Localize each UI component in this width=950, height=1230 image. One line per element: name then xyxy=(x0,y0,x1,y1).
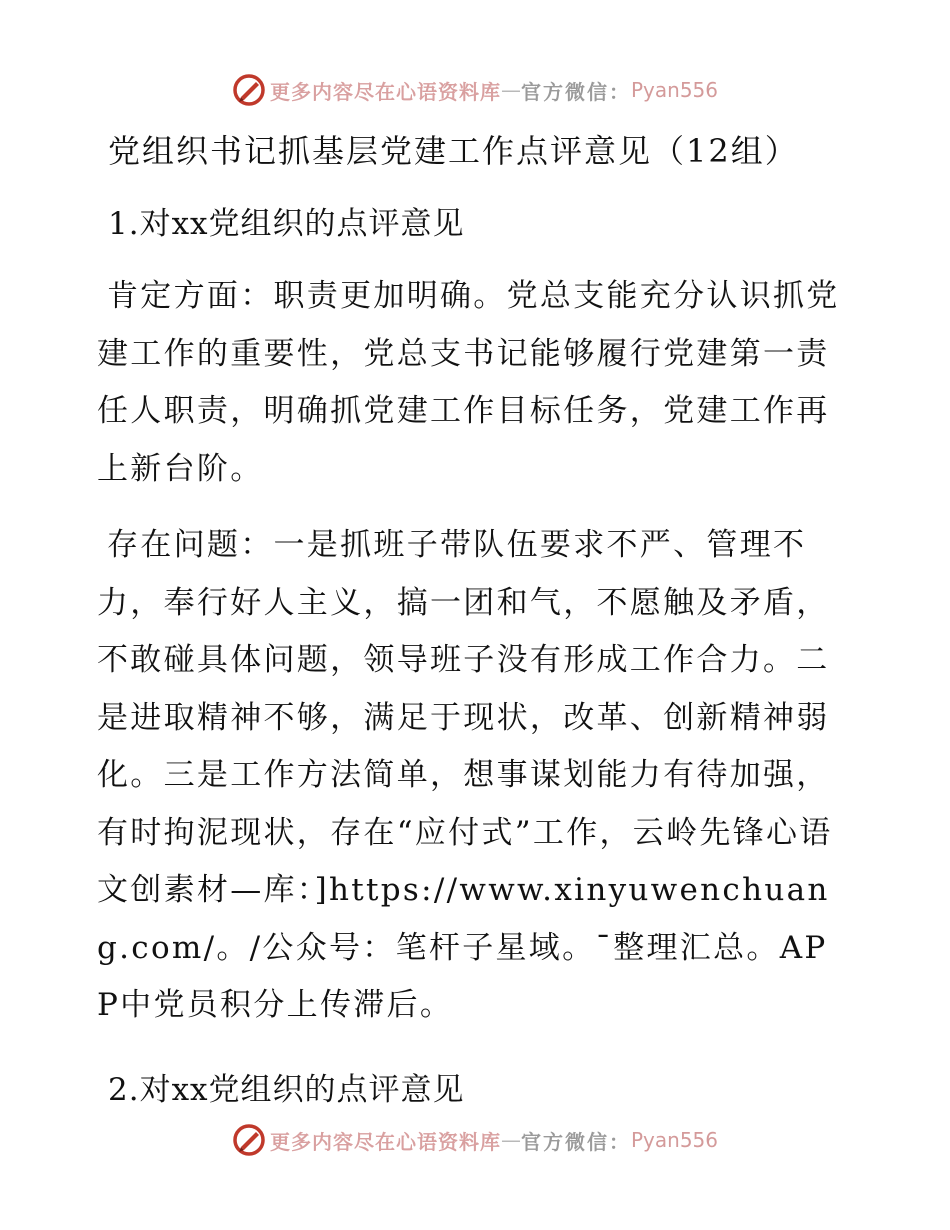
banner-main-text: 更多内容尽在心语资料库 xyxy=(269,79,501,104)
banner-wechat-id: Pyan556 xyxy=(630,1128,718,1152)
header-watermark-banner xyxy=(0,70,950,110)
section-2-heading: 2.对xx党组织的点评意见 xyxy=(108,1072,465,1108)
document-title: 党组织书记抓基层党建工作点评意见（12组） xyxy=(108,132,799,170)
logo-icon xyxy=(232,73,266,107)
section-1-affirm-paragraph: 肯定方面：职责更加明确。党总支能充分认识抓党建工作的重要性，党总支书记能够履行党建第一责任人职责，明确抓党建工作目标任务，党建工作再上新台阶。 xyxy=(97,278,840,487)
banner-wechat-id: Pyan556 xyxy=(630,78,718,102)
banner-separator: — xyxy=(500,78,521,102)
logo-icon xyxy=(232,1123,266,1157)
banner-separator: — xyxy=(500,1128,521,1152)
footer-watermark-banner xyxy=(0,1120,950,1160)
banner-official-label: 官方微信： xyxy=(520,79,631,104)
banner-official-label: 官方微信： xyxy=(520,1129,631,1154)
banner-main-text: 更多内容尽在心语资料库 xyxy=(269,1129,501,1154)
section-1-heading: 1.对xx党组织的点评意见 xyxy=(108,206,465,242)
section-1-problems-paragraph: 存在问题：一是抓班子带队伍要求不严、管理不力，奉行好人主义，搞一团和气，不愿触及矛盾，不敢碰具体问题，领导班子没有形成工作合力。二是进取精神不够，满足于现状，改革、创新精神弱化。三是工作方法简单，想事谋划能力有待加强，有时拘泥现状，存在“应付式”工作，云岭先锋心语文创素材—库：]https://www.xinyuwenchuang.com/。/公众号：笔杆子星域。¯整理汇总。APP中党员积分上传滞后。 xyxy=(97,527,833,1023)
